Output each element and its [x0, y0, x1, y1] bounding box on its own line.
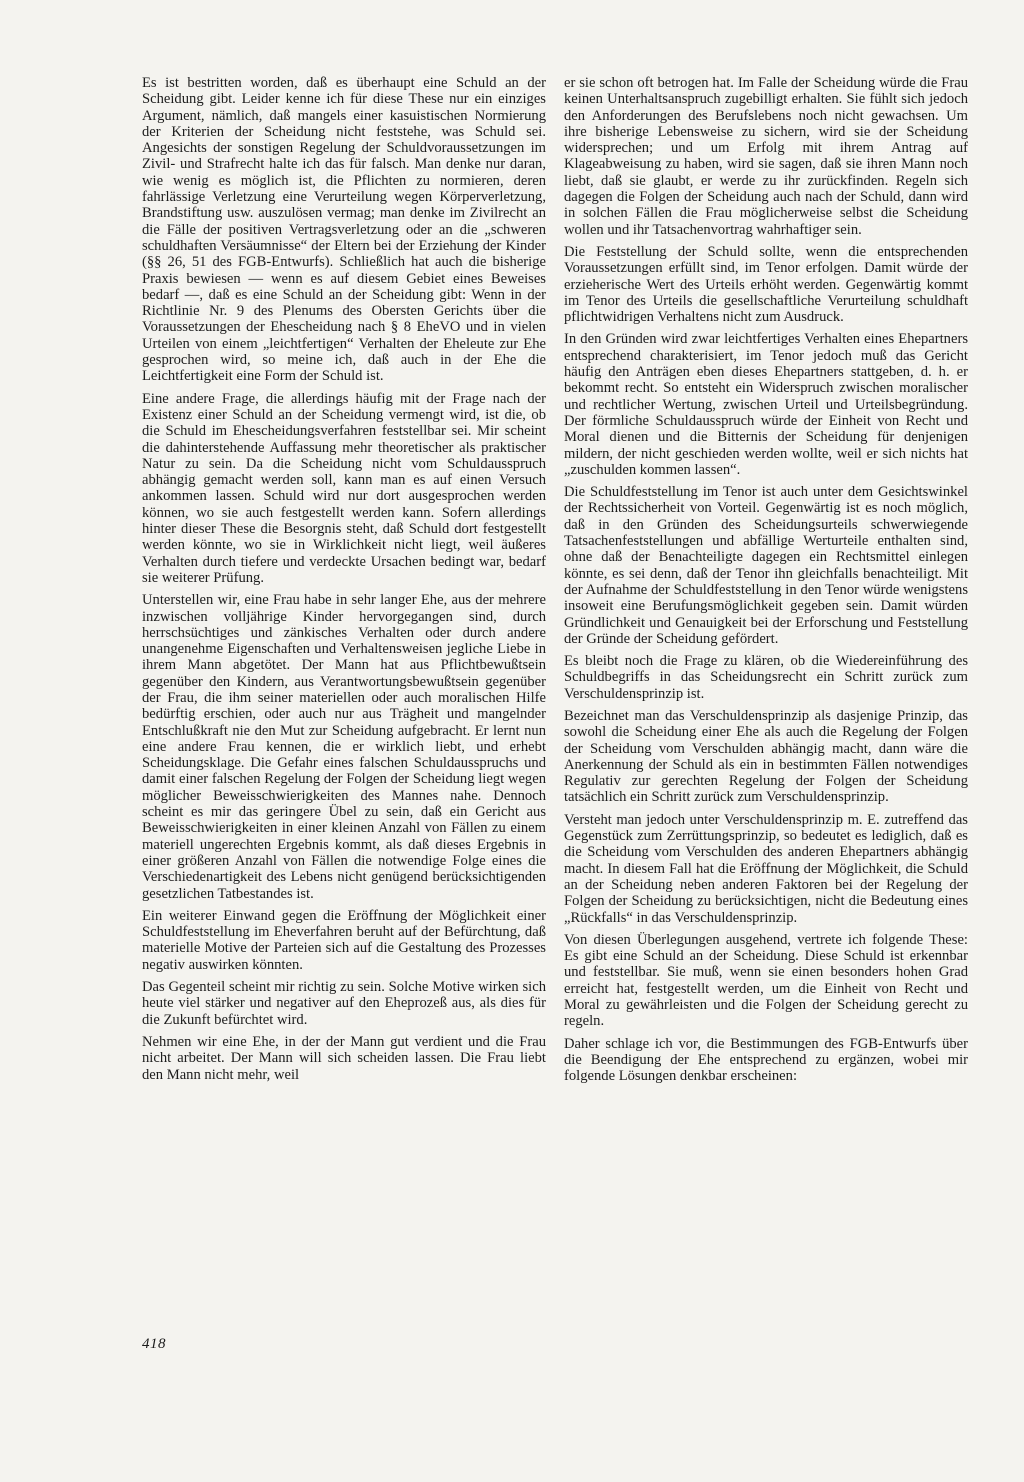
paragraph: Versteht man jedoch unter Verschuldensprinzip m. E. zutreffend das Gegenstück zum Zerrüttungsprinzip, so bedeutet es lediglich, daß es die Scheidung vom Verschulden des anderen Ehepartners abhängig macht. In diesem Fall hat die Eröffnung der Möglichkeit, die Schuld an der Scheidung neben anderen Faktoren bei der Regelung der Folgen der Scheidung zu berücksichtigen, nicht die Bedeutung eines „Rückfalls“ in das Verschuldensprinzip. [564, 811, 968, 926]
paragraph: Die Feststellung der Schuld sollte, wenn die entsprechenden Voraussetzungen erfüllt sind, im Tenor erfolgen. Damit würde der erzieherische Wert des Urteils erhöht werden. Gegenwärtig kommt im Tenor des Urteils die gesellschaftliche Verurteilung schuldhaft pflichtwidrigen Verhaltens nicht zum Ausdruck. [564, 243, 968, 326]
paragraph: Ein weiterer Einwand gegen die Eröffnung der Möglichkeit einer Schuldfeststellung im Eheverfahren beruht auf der Befürchtung, daß materielle Motive der Parteien sich auf die Gestaltung des Prozesses negativ auswirken könnten. [142, 907, 546, 973]
paragraph: Eine andere Frage, die allerdings häufig mit der Frage nach der Existenz einer Schuld an der Scheidung vermengt wird, ist die, ob die Schuld im Ehescheidungsverfahren feststellbar sei. Mir scheint die dahinterstehende Auffassung mehr theoretischer als praktischer Natur zu sein. Da die Scheidung nicht vom Schuldausspruch abhängig gemacht werden soll, kann man es auf einen Versuch ankommen lassen. Schuld wird nur dort ausgesprochen werden können, wo sie auch festgestellt werden kann. Sofern allerdings hinter dieser These die Besorgnis steht, daß Schuld dort festgestellt werden könnte, wo sie in Wirklichkeit nicht liegt, weil äußeres Verhalten durch tiefere und verdeckte Ursachen bedingt war, bedarf sie weiterer Prüfung. [142, 390, 546, 586]
paragraph: Unterstellen wir, eine Frau habe in sehr langer Ehe, aus der mehrere inzwischen volljährige Kinder hervorgegangen sind, durch herrschsüchtiges und zänkisches Verhalten oder durch andere unangenehme Eigenschaften und Verhaltensweisen jegliche Liebe in ihrem Mann abgetötet. Der Mann hat aus Pflichtbewußtsein gegenüber den Kindern, aus Verantwortungsbewußtsein gegenüber der Frau, die ihm seiner materiellen oder auch moralischen Hilfe bedürftig erschien, oder auch nur aus Trägheit und mangelnder Entschlußkraft nie den Mut zur Scheidung aufgebracht. Er lernt nun eine andere Frau kennen, die er wirklich liebt, und erhebt Scheidungsklage. Die Gefahr eines falschen Schuldausspruchs und damit einer falschen Regelung der Folgen der Scheidung liegt wegen möglicher Beweisschwierigkeiten des Mannes nahe. Dennoch scheint es mir das geringere Übel zu sein, daß ein Gericht aus Beweisschwierigkeiten in einer kleinen Anzahl von Fällen zu einem materiell ungerechten Ergebnis kommt, als daß dieses Ergebnis in einer größeren Anzahl von Fällen die notwendige Folge eines die Verschiedenartigkeit des Lebens nicht genügend berücksichtigenden gesetzlichen Tatbestandes ist. [142, 592, 546, 902]
paragraph: Daher schlage ich vor, die Bestimmungen des FGB-Entwurfs über die Beendigung der Ehe entsprechend zu ergänzen, wobei mir folgende Lösungen denkbar erscheinen: [564, 1035, 968, 1085]
paragraph: Es ist bestritten worden, daß es überhaupt eine Schuld an der Scheidung gibt. Leider kenne ich für diese These nur ein einziges Argument, nämlich, daß mangels einer kasuistischen Normierung der Kriterien der Scheidung nicht feststehe, was Schuld sei. Angesichts der sonstigen Regelung der Schuldvoraussetzungen im Zivil- und Strafrecht halte ich das für falsch. Man denke nur daran, wie wenig es möglich ist, die Pflichten zu normieren, deren fahrlässige Verletzung eine Verurteilung wegen Körperverletzung, Brandstiftung usw. auszulösen vermag; man denke im Zivilrecht an die Fälle der positiven Vertragsverletzung oder an die „schweren schuldhaften Versäumnisse“ der Eltern bei der Erziehung der Kinder (§§ 26, 51 des FGB-Entwurfs). Schließlich hat auch die bisherige Praxis bewiesen — wenn es auf diesem Gebiet eines Beweises bedarf —, daß es eine Schuld an der Scheidung gibt: Wenn in der Richtlinie Nr. 9 des Plenums des Obersten Gerichts über die Voraussetzungen der Ehescheidung nach § 8 EheVO und in vielen Urteilen von einem „leichtfertigen“ Verhalten der Eheleute zur Ehe gesprochen wird, so meine ich, daß auch in der Ehe die Leichtfertigkeit eine Form der Schuld ist. [142, 75, 546, 385]
paragraph: er sie schon oft betrogen hat. Im Falle der Scheidung würde die Frau keinen Unterhaltsanspruch zugebilligt erhalten. Sie fühlt sich jedoch den Anforderungen des Berufslebens noch nicht gewachsen. Um ihre bisherige Lebensweise zu sichern, wird sie der Scheidung widersprechen; und um Erfolg mit ihrem Antrag auf Klageabweisung zu haben, wird sie sagen, daß sie ihren Mann noch liebt, daß sie glaubt, er werde zu ihr zurückfinden. Regeln sich dagegen die Folgen der Scheidung auch nach der Schuld, dann wird in solchen Fällen die Frau möglicherweise selbst die Scheidung wollen und ihr Tatsachenvortrag wahrhaftiger sein. [564, 75, 968, 238]
paragraph: Die Schuldfeststellung im Tenor ist auch unter dem Gesichtswinkel der Rechtssicherheit von Vorteil. Gegenwärtig ist es noch möglich, daß in den Gründen des Scheidungsurteils schwerwiegende Tatsachenfeststellungen und abfällige Werturteile enthalten sind, ohne daß der Benachteiligte dagegen ein Rechtsmittel einlegen könnte, es sei denn, daß der Tenor ihn gleichfalls benachteiligt. Mit der Aufnahme der Schuldfeststellung in den Tenor würde wenigstens insoweit eine Berufungsmöglichkeit gegeben sein. Damit würden Gründlichkeit und Genauigkeit bei der Erforschung und Feststellung der Gründe der Scheidung gefördert. [564, 484, 968, 647]
paragraph: Von diesen Überlegungen ausgehend, vertrete ich folgende These: Es gibt eine Schuld an der Scheidung. Diese Schuld ist erkennbar und feststellbar. Sie muß, wenn sie einen besonders hohen Grad erreicht hat, festgestellt werden, um die Einheit von Recht und Moral zu gewährleisten und die Folgen der Scheidung gerecht zu regeln. [564, 931, 968, 1030]
paragraph: Es bleibt noch die Frage zu klären, ob die Wiedereinführung des Schuldbegriffs in das Scheidungsrecht ein Schritt zurück zum Verschuldensprinzip ist. [564, 653, 968, 702]
paragraph: Das Gegenteil scheint mir richtig zu sein. Solche Motive wirken sich heute viel stärker und negativer auf den Eheprozeß aus, als dies für die Zukunft befürchtet wird. [142, 979, 546, 1028]
right-column [564, 75, 968, 1091]
left-column [142, 75, 546, 1089]
paragraph: Bezeichnet man das Verschuldensprinzip als dasjenige Prinzip, das sowohl die Scheidung einer Ehe als auch die Regelung der Folgen der Scheidung vom Verschulden abhängig macht, dann wäre die Anerkennung der Schuld als ein in bestimmten Fällen notwendiges Regulativ zur gerechten Regelung der Folgen der Scheidung tatsächlich ein Schritt zurück zum Verschuldensprinzip. [564, 707, 968, 806]
page-number: 418 [142, 1336, 166, 1352]
paragraph: Nehmen wir eine Ehe, in der der Mann gut verdient und die Frau nicht arbeitet. Der Mann will sich scheiden lassen. Die Frau liebt den Mann nicht mehr, weil [142, 1033, 546, 1083]
paragraph: In den Gründen wird zwar leichtfertiges Verhalten eines Ehepartners entsprechend charakterisiert, im Tenor jedoch muß das Gericht häufig den Anträgen eben dieses Ehepartners stattgeben, d. h. er bekommt recht. So entsteht ein Widerspruch zwischen moralischer und rechtlicher Wertung, zwischen Urteil und Urteilsbegründung. Der förmliche Schuldausspruch würde der Einheit von Recht und Moral dienen und die Bitternis der Scheidung für denjenigen mildern, der nicht geschieden werden wollte, weil er sich nichts hat „zuschulden kommen lassen“. [564, 331, 968, 478]
